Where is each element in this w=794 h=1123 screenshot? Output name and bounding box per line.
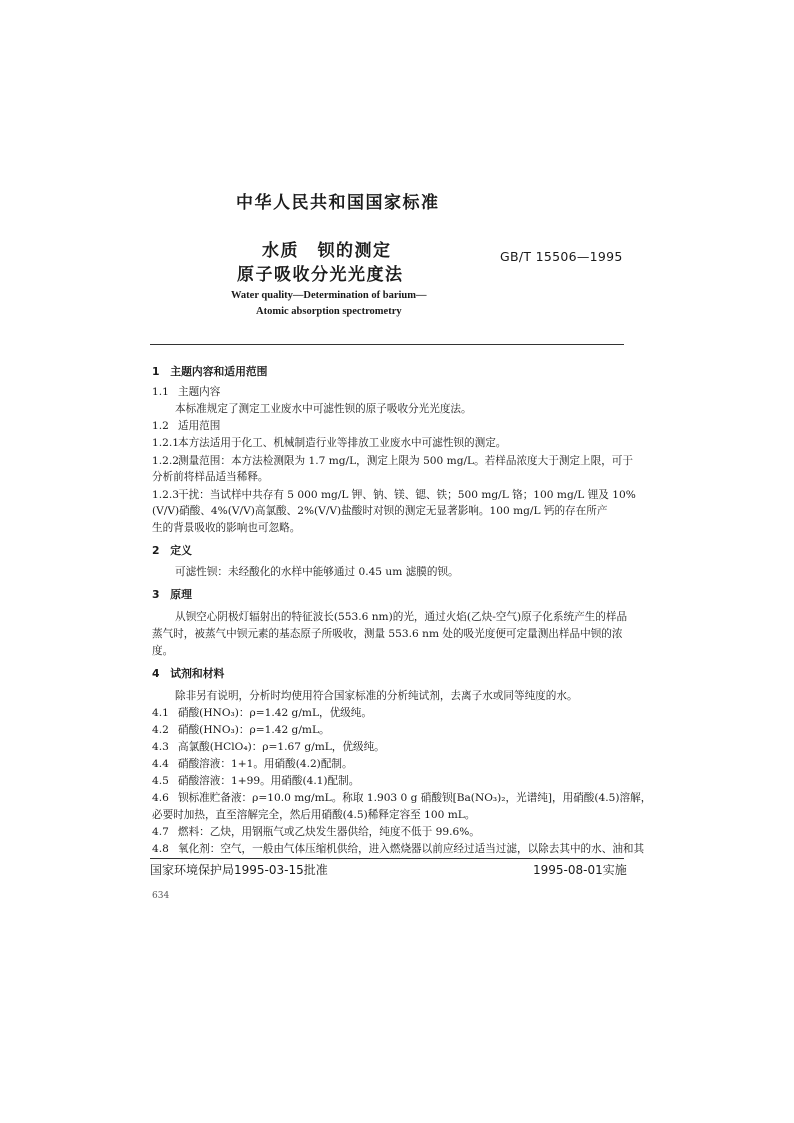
item-number: 4.5 — [152, 775, 169, 787]
clause-1-2-1 — [152, 436, 506, 451]
clause-1-1-heading — [152, 385, 220, 400]
clause-number: 1.2 — [152, 420, 169, 432]
chinese-title-line1: 水质 钡的测定 — [262, 241, 392, 261]
clause-4-7 — [152, 825, 480, 840]
list-item — [152, 723, 330, 738]
clause-title: 主题内容 — [178, 386, 221, 398]
list-item — [152, 774, 359, 789]
clause-1-2-3-line2: (V/V)硝酸、4%(V/V)高氯酸、2%(V/V)盐酸时对钡的测定无显著影响。100 mg/L 钙的存在所产 — [152, 505, 608, 517]
clause-1-1-text: 本标准规定了测定工业废水中可滤性钡的原子吸收分光光度法。 — [175, 403, 472, 415]
item-number: 4.2 — [152, 724, 169, 736]
standard-number: GB/T 15506—1995 — [500, 249, 623, 264]
clause-number: 1.2.1 — [152, 437, 179, 449]
clause-text: 测量范围：本方法检测限为 1.7 mg/L，测定上限为 500 mg/L。若样品浓度大于测定上限，可于 — [178, 455, 633, 467]
clause-title: 适用范围 — [178, 420, 221, 432]
item-text: 硝酸溶液：1+99。用硝酸(4.1)配制。 — [178, 775, 360, 787]
section-2-heading: 2 定义 — [152, 544, 192, 557]
item-text: 硝酸(HNO₃)：ρ=1.42 g/mL，优级纯。 — [178, 707, 372, 719]
clause-number: 1.2.3 — [152, 489, 179, 501]
clause-1-2-2-line2: 分析前将样品适当稀释。 — [152, 471, 269, 483]
clause-text: 干扰：当试样中共存有 5 000 mg/L 钾、钠、镁、锶、铁；500 mg/L 铬；100 mg/L 锂及 10% — [178, 489, 636, 501]
clause-4-8 — [152, 842, 644, 857]
clause-text: 氧化剂：空气，一般由气体压缩机供给，进入燃烧器以前应经过适当过滤，以除去其中的水、油和其 — [178, 843, 645, 855]
clause-text: 燃料：乙炔，用钢瓶气或乙炔发生器供给，纯度不低于 99.6%。 — [178, 826, 480, 838]
clause-4-6-line2: 必要时加热，直至溶解完全，然后用硝酸(4.5)稀释定容至 100 mL。 — [152, 809, 476, 821]
item-text: 高氯酸(HClO₄)：ρ=1.67 g/mL，优级纯。 — [178, 741, 385, 753]
list-item — [152, 740, 385, 755]
clause-1-2-3-line1 — [152, 488, 636, 503]
clause-text: 钡标准贮备液：ρ=10.0 mg/mL。称取 1.903 0 g 硝酸钡[Ba(NO₃)₂，光谱纯]，用硝酸(4.5)溶解， — [178, 792, 652, 804]
list-item — [152, 757, 353, 772]
item-number: 4.3 — [152, 741, 169, 753]
clause-number: 4.8 — [152, 843, 169, 855]
approval-note: 国家环境保护局1995-03-15批准 — [150, 863, 328, 877]
item-number: 4.4 — [152, 758, 169, 770]
section-4-heading: 4 试剂和材料 — [152, 667, 225, 680]
section-3-line2: 蒸气时，被蒸气中钡元素的基态原子所吸收，测量 553.6 nm 处的吸光度便可定量测出样品中钡的浓 — [152, 628, 623, 640]
clause-text: 本方法适用于化工、机械制造行业等排放工业废水中可滤性钡的测定。 — [178, 437, 507, 449]
footer-divider — [150, 858, 624, 859]
section-3-line1: 从钡空心阴极灯辐射出的特征波长(553.6 nm)的光，通过火焰(乙炔-空气)原子化系统产生的样品 — [175, 611, 628, 623]
page-number: 634 — [152, 891, 170, 901]
item-text: 硝酸溶液：1+1。用硝酸(4.2)配制。 — [178, 758, 353, 770]
list-item — [152, 706, 372, 721]
item-text: 硝酸(HNO₃)：ρ=1.42 g/mL。 — [178, 724, 330, 736]
national-standard-heading: 中华人民共和国国家标准 — [236, 193, 440, 213]
clause-1-2-heading — [152, 419, 220, 434]
item-number: 4.1 — [152, 707, 169, 719]
section-4-intro: 除非另有说明，分析时均使用符合国家标准的分析纯试剂，去离子水或同等纯度的水。 — [175, 690, 578, 702]
clause-number: 1.1 — [152, 386, 169, 398]
clause-number: 1.2.2 — [152, 455, 179, 467]
implementation-date: 1995-08-01实施 — [533, 863, 627, 877]
header-divider — [150, 344, 624, 345]
clause-number: 4.7 — [152, 826, 169, 838]
section-1-heading: 1 主题内容和适用范围 — [152, 365, 268, 378]
chinese-title-line2: 原子吸收分光光度法 — [237, 265, 404, 285]
english-title-line2: Atomic absorption spectrometry — [256, 306, 402, 317]
clause-1-2-2-line1 — [152, 454, 633, 469]
clause-4-6-line1 — [152, 791, 651, 806]
section-3-line3: 度。 — [152, 645, 174, 657]
english-title-line1: Water quality—Determination of barium— — [231, 290, 427, 301]
section-2-text: 可滤性钡：未经酸化的水样中能够通过 0.45 um 滤膜的钡。 — [175, 566, 459, 578]
section-3-heading: 3 原理 — [152, 588, 192, 601]
clause-number: 4.6 — [152, 792, 169, 804]
clause-1-2-3-line3: 生的背景吸收的影响也可忽略。 — [152, 522, 301, 534]
